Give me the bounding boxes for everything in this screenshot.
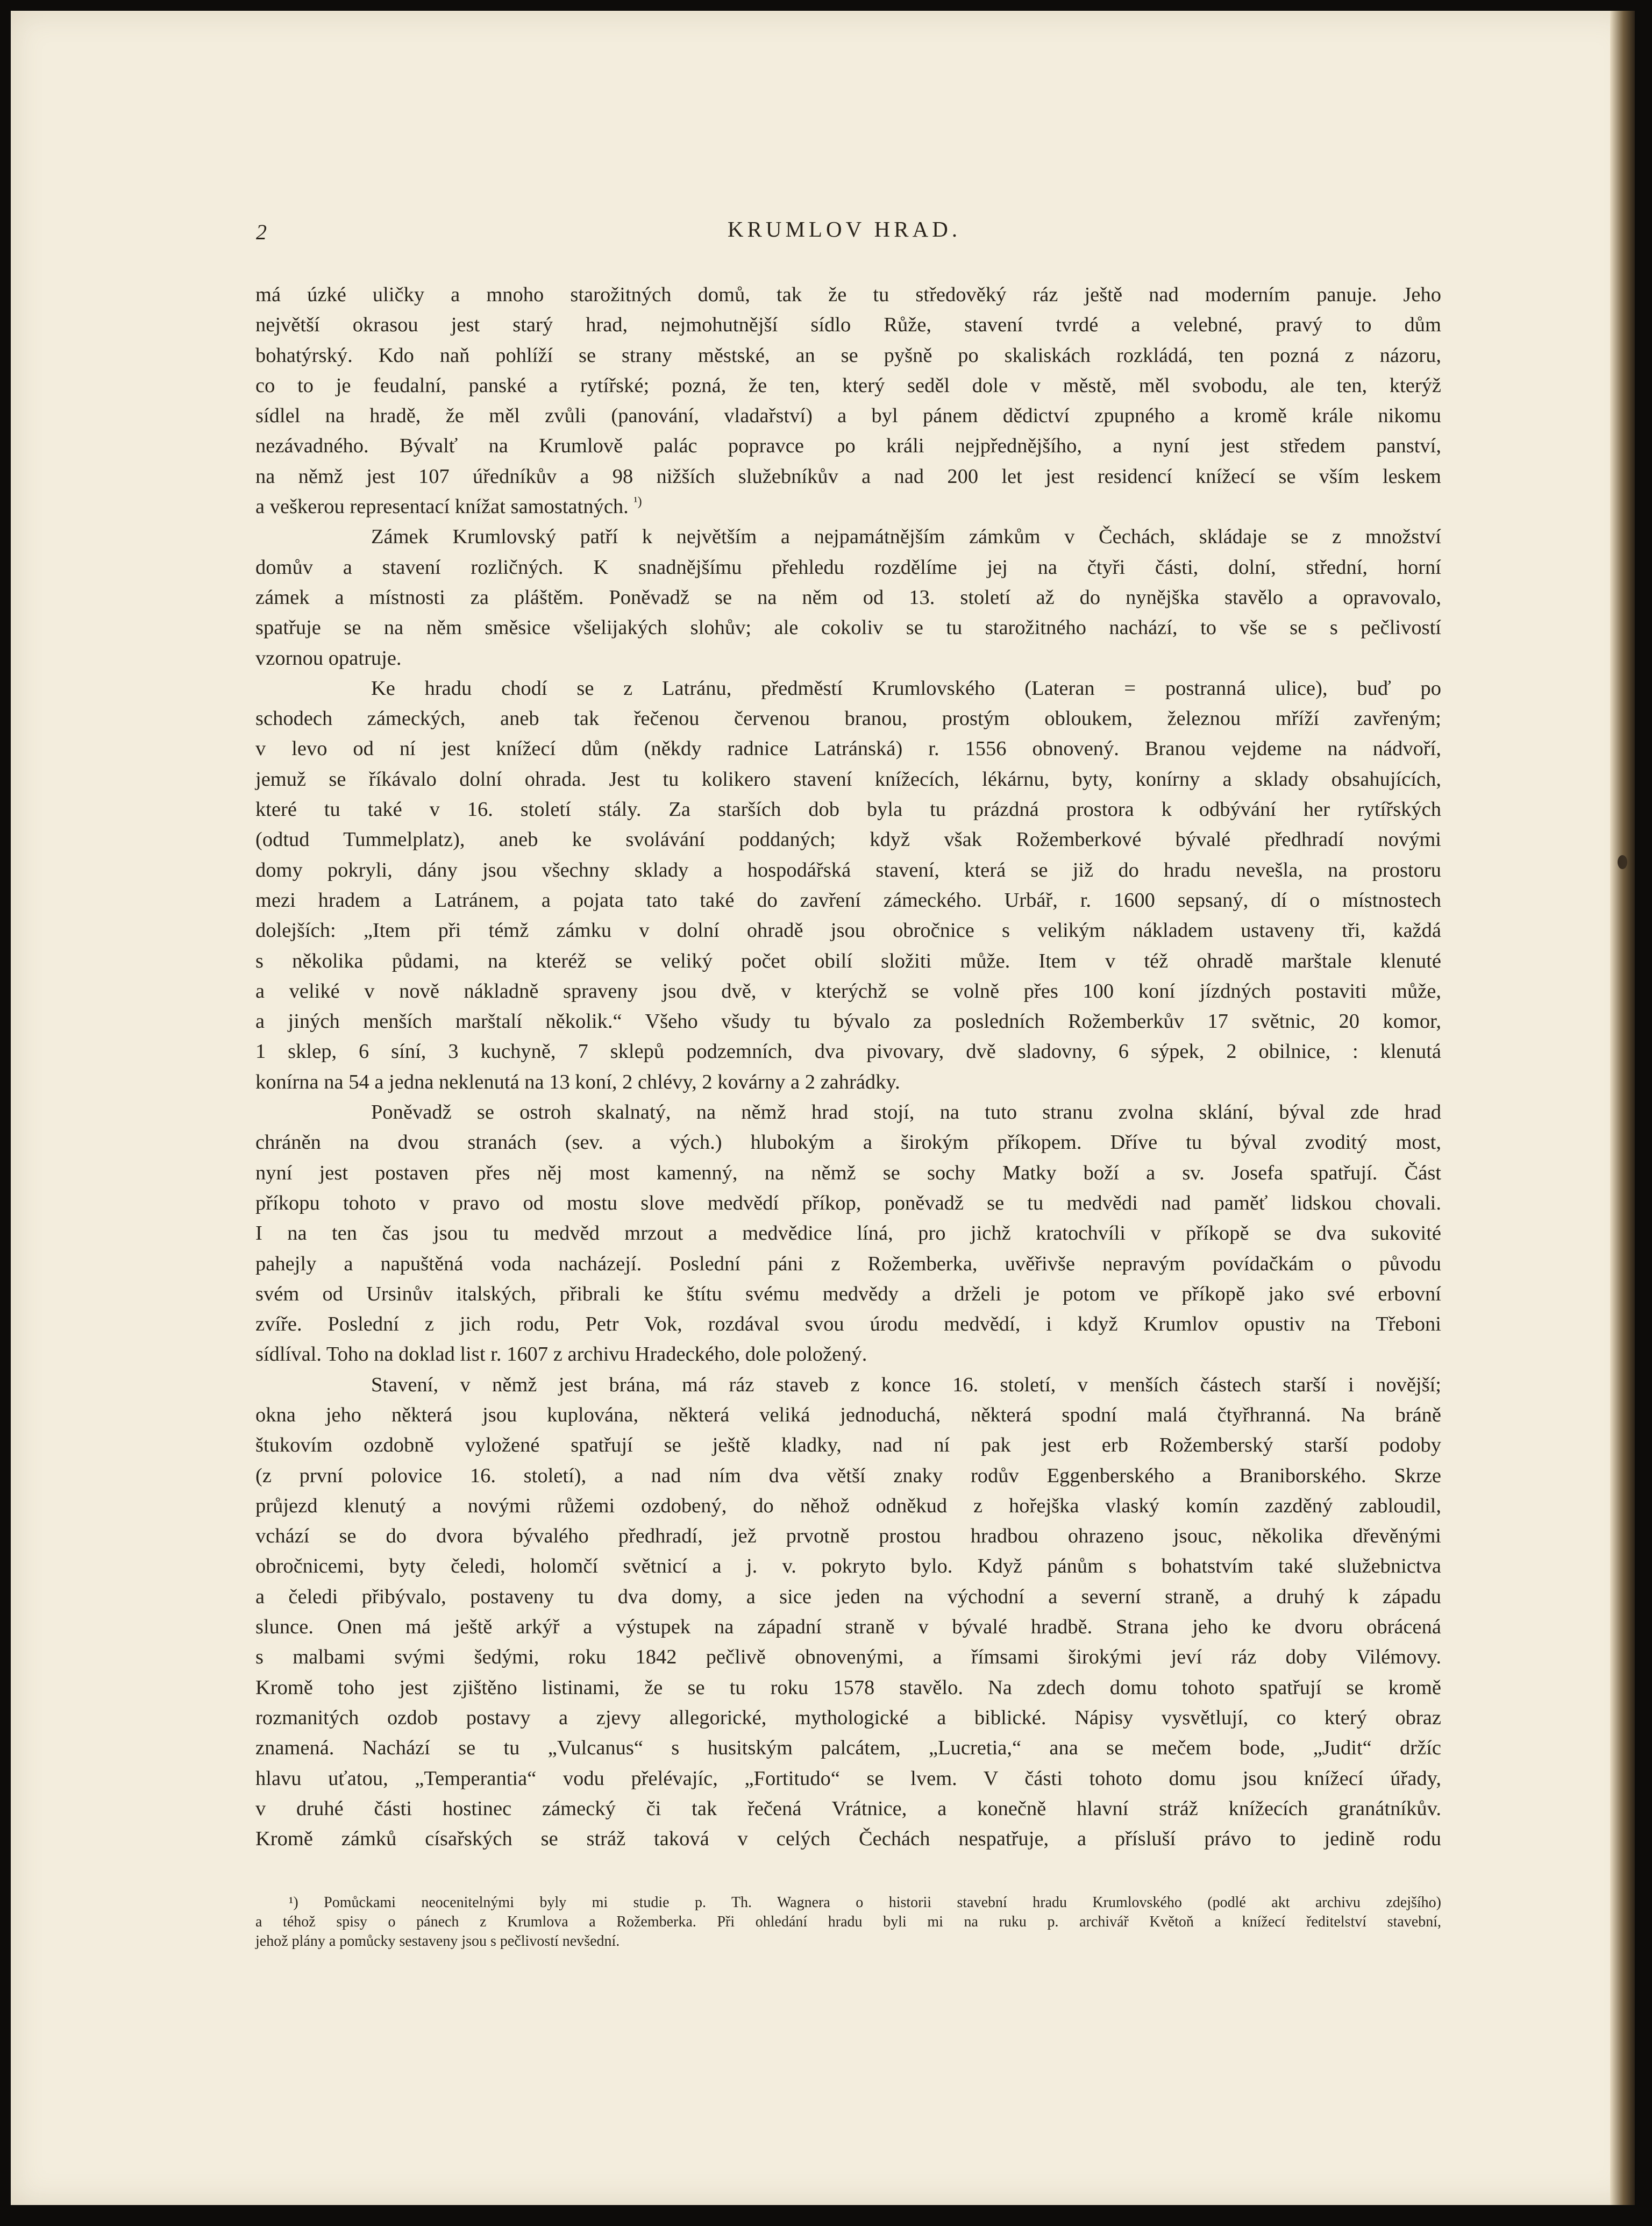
text-line: obročnicemi, byty čeledi, holomčí světnicí a j. v. pokryto bylo. Když pánům s bohatstvím také služebnictva: [255, 1555, 1441, 1578]
text-line: co to je feudalní, panské a rytířské; pozná, že ten, který seděl dole v městě, měl svobodu, ale ten, kterýž: [255, 374, 1441, 397]
text-line: příkopu tohoto v pravo od mostu slove medvědí příkop, poněvadž se tu medvědi nad paměť lidskou chovali.: [255, 1191, 1441, 1214]
text-line: I na ten čas jsou tu medvěd mrzout a medvědice líná, pro jichž kratochvíli v příkopě se dva sukovité: [255, 1222, 1441, 1245]
paragraph-start: Poněvadž se ostroh skalnatý, na němž hrad stojí, na tuto stranu zvolna sklání, býval zde hrad: [371, 1101, 1441, 1124]
text-line: 1 sklep, 6 síní, 3 kuchyně, 7 sklepů podzemních, dva pivovary, dvě sladovny, 6 sýpek, 2 obilnice, : klenutá: [255, 1040, 1441, 1063]
footnote-reference: ¹): [633, 495, 642, 509]
binding-mark: [1618, 855, 1627, 869]
text-line: Kromě toho jest zjištěno listinami, že se tu roku 1578 stavělo. Na zdech domu tohoto spatřují se kromě: [255, 1676, 1441, 1699]
text-line: jemuž se říkávalo dolní ohrada. Jest tu kolikero stavení knížecích, lékárnu, byty, konírny a sklady obsahujících,: [255, 767, 1441, 791]
text-line: zvíře. Poslední z jich rodu, Petr Vok, rozdával svou úrodu medvědí, i když Krumlov opustiv na Třeboni: [255, 1313, 1441, 1336]
text-line: spatřuje se na něm směsice všelijakých slohův; ale cokoliv se tu starožitného nachází, to vše se s pečlivostí: [255, 616, 1441, 639]
paragraph-start: Zámek Krumlovský patří k největším a nejpamátnějším zámkům v Čechách, skládaje se z množství: [371, 525, 1441, 549]
body-text: [255, 280, 1441, 1854]
footnote-line: a téhož spisy o pánech z Krumlova a Rožemberka. Při ohledání hradu byli mi na ruku p. archivář Květoň a knížecí ředitelství stavební,: [255, 1914, 1441, 1930]
paragraph-start: Stavení, v němž jest brána, má ráz staveb z konce 16. století, v menších částech starší i novější;: [371, 1373, 1441, 1396]
text-line: bohatýrský. Kdo naň pohlíží se strany městské, an se pyšně po skaliskách rozkládá, ten pozná z názoru,: [255, 344, 1441, 367]
text-line: dolejších: „Item při témž zámku v dolní ohradě jsou obročnice s velikým nákladem ustaveny tři, každá: [255, 919, 1441, 942]
text-line: rozmanitých ozdob postavy a zjevy allegorické, mythologické a biblické. Nápisy vysvětlují, co který obraz: [255, 1706, 1441, 1729]
text-line: [255, 492, 1441, 522]
text-line: s malbami svými šedými, roku 1842 pečlivě obnovenými, a římsami širokými jeví ráz doby Vilémovy.: [255, 1646, 1441, 1669]
text-line: má úzké uličky a mnoho starožitných domů, tak že tu středověký ráz ještě nad moderním panuje. Jeho: [255, 283, 1441, 306]
text-line: vchází se do dvora bývalého předhradí, jež prvotně prostou hradbou ohrazeno jsouc, několika dřevěnými: [255, 1525, 1441, 1548]
text-line: v levo od ní jest knížecí dům (někdy radnice Latránská) r. 1556 obnovený. Branou vejdeme na nádvoří,: [255, 737, 1441, 760]
text-line: průjezd klenutý a novými růžemi ozdobený, do něhož odněkud z hořejška vlaský komín zazděný zabloudil,: [255, 1494, 1441, 1517]
footnote-line: jehož plány a pomůcky sestaveny jsou s pečlivostí nevšední.: [255, 1933, 620, 1950]
text-line: domův a stavení rozličných. K snadnějšímu přehledu rozdělíme jej na čtyři části, dolní, střední, horní: [255, 556, 1441, 579]
text-line: sídlel na hradě, že měl zvůli (panování, vladařství) a byl pánem dědictví zpupného a kromě krále nikomu: [255, 404, 1441, 428]
text-line: svém od Ursinův italských, přibrali ke štítu svému medvědy a drželi je potom ve příkopě jako své erbovní: [255, 1282, 1441, 1305]
paragraph-start: Ke hradu chodí se z Latránu, předměstí Krumlovského (Lateran = postranná ulice), buď po: [371, 677, 1441, 700]
text-line: štukovím ozdobně vyložené spatřují se ještě kladky, nad ní pak jest erb Rožemberský starší podoby: [255, 1434, 1441, 1457]
text-line: v druhé části hostinec zámecký či tak řečená Vrátnice, a konečně hlavní stráž knížecích granátníkův.: [255, 1797, 1441, 1820]
book-page: [11, 11, 1635, 2205]
text-line: nyní jest postaven přes něj most kamenný, na němž se sochy Matky boží a sv. Josefa spatřují. Část: [255, 1161, 1441, 1184]
text-line: a čeledi přibývalo, postaveny tu dva domy, a sice jeden na východní a severní straně, a druhý k západu: [255, 1585, 1441, 1608]
text-line: největší okrasou jest starý hrad, nejmohutnější sídlo Růže, stavení tvrdé a velebné, pravý to dům: [255, 314, 1441, 337]
text-line: nezávadného. Bývalť na Krumlově palác popravce po králi nejpřednějšího, a nyní jest středem panství,: [255, 435, 1441, 458]
text-line: mezi hradem a Latránem, a pojata tato také do zavření zámeckého. Urbář, r. 1600 sepsaný, dí o místnostech: [255, 888, 1441, 912]
text-line: konírna na 54 a jedna neklenutá na 13 koní, 2 chlévy, 2 kovárny a 2 zahrádky.: [255, 1070, 900, 1093]
text-line: schodech zámeckých, aneb tak řečenou červenou branou, prostým obloukem, železnou mříží zavřeným;: [255, 707, 1441, 730]
text-line-content: a veškerou representací knížat samostatných.: [255, 495, 629, 518]
text-line: pahejly a napuštěná voda nacházejí. Poslední páni z Rožemberka, uvěřivše nepravým povídačkám o původu: [255, 1252, 1441, 1275]
page-number: 2: [256, 220, 267, 244]
text-line: sídlíval. Toho na doklad list r. 1607 z archivu Hradeckého, dole položený.: [255, 1343, 867, 1366]
text-line: hlavu uťatou, „Temperantia“ vodu přelévajíc, „Fortitudo“ se lvem. V části tohoto domu jsou knížecí úřady,: [255, 1767, 1441, 1790]
text-line: domy pokryli, dány jsou všechny sklady a hospodářská stavení, která se již do hradu nevešla, na prostoru: [255, 858, 1441, 881]
text-line: slunce. Onen má ještě arkýř a výstupek na západní straně v bývalé hradbě. Strana jeho ke dvoru obrácená: [255, 1616, 1441, 1639]
book-spine: [1610, 11, 1635, 2205]
text-line: vzornou opatruje.: [255, 646, 402, 670]
text-line: a veliké v nově nákladně spraveny jsou dvě, v kterýchž se volně přes 100 koní jízdných postaviti může,: [255, 979, 1441, 1002]
page-header: [242, 216, 1447, 248]
text-line: a jiných menších marštalí několik.“ Všeho všudy tu bývalo za posledních Rožemberkův 17 světnic, 20 komor,: [255, 1010, 1441, 1033]
text-line: (odtud Tummelplatz), aneb ke svolávání poddaných; když však Rožemberkové bývalé předhradí novými: [255, 828, 1441, 851]
text-line: okna jeho některá jsou kuplována, některá veliká jednoduchá, některá spodní malá čtyřhranná. Na bráně: [255, 1403, 1441, 1426]
text-line: které tu také v 16. století stály. Za starších dob byla tu prázdná prostora k odbývání her rytířských: [255, 798, 1441, 821]
text-line: zámek a místnosti za pláštěm. Poněvadž se na něm od 13. století až do nynějška stavělo a opravovalo,: [255, 586, 1441, 609]
text-line: (z první polovice 16. století), a nad ním dva větší znaky rodův Eggenberského a Braniborského. Skrze: [255, 1464, 1441, 1487]
footnote-line: ¹) Pomůckami neocenitelnými byly mi studie p. Th. Wagnera o historii stavební hradu Krumlovského (podlé akt archivu zdejšího): [289, 1894, 1441, 1911]
text-line: Kromě zámků císařských se stráž taková v celých Čechách nespatřuje, a přísluší právo to jedině rodu: [255, 1827, 1441, 1851]
footnotes: [255, 1893, 1441, 1951]
running-title: KRUMLOV HRAD.: [727, 217, 962, 241]
text-line: chráněn na dvou stranách (sev. a vých.) hlubokým a širokým příkopem. Dříve tu býval zvoditý most,: [255, 1131, 1441, 1154]
text-line: na němž jest 107 úředníkův a 98 nižších služebníkův a nad 200 let jest residencí knížecí se vším leskem: [255, 465, 1441, 488]
text-line: s několika půdami, na kteréž se veliký počet obilí složiti může. Item v též ohradě marštale klenuté: [255, 949, 1441, 972]
text-line: znamená. Nachází se tu „Vulcanus“ s husitským palcátem, „Lucretia,“ ana se mečem bode, „Judit“ držíc: [255, 1737, 1441, 1760]
